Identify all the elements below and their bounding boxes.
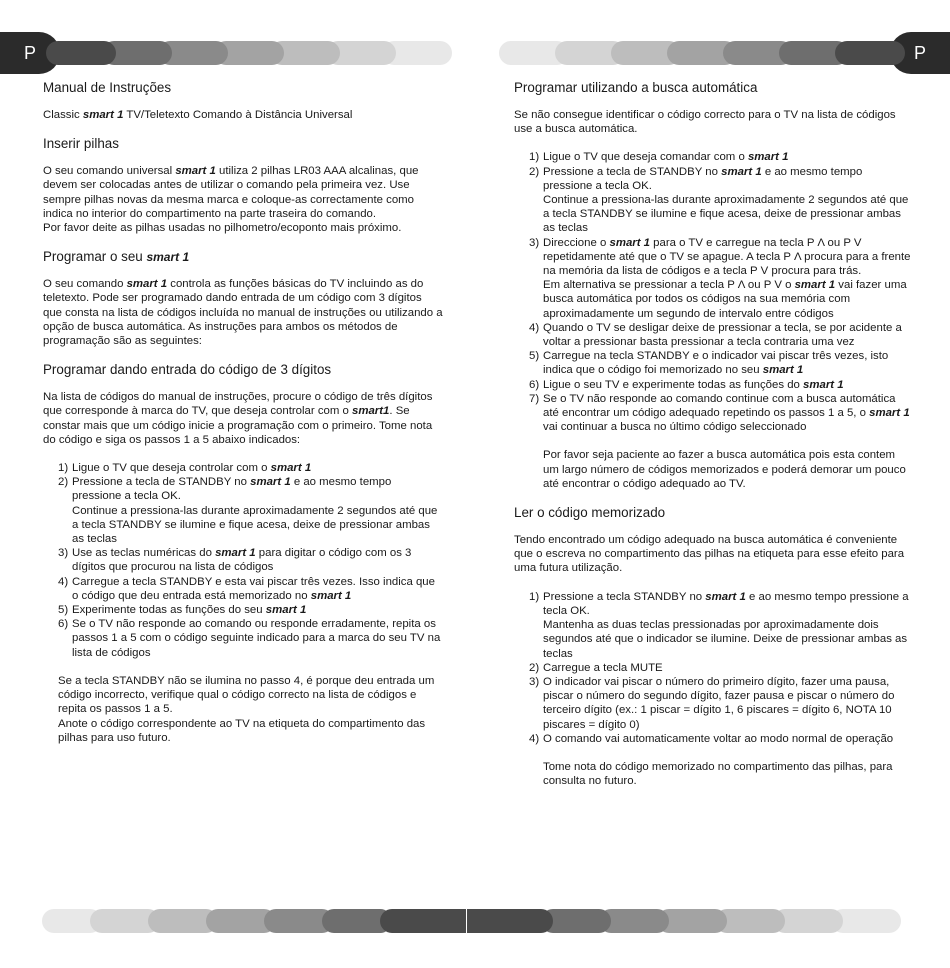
batteries-paragraph: O seu comando universal smart 1 utiliza 2 pilhas LR03 AAA alcalinas, que devem ser colocadas antes de utilizar o comando pela primeira vez. Use sempre pilhas novas da mesma marca e coloque-as correctamente como indica no interior do compartimento na parte traseira do comando. [43, 165, 419, 220]
right-tab-label: P [913, 42, 926, 63]
list-item: 4) Carregue a tecla STANDBY e esta vai piscar três vezes. Isso indica que o código que deu entrada está memorizado no smart 1 [58, 575, 435, 602]
section-heading-read-code: Ler o código memorizado [514, 505, 666, 521]
patience-note: Por favor seja paciente ao fazer a busca automática pois esta contem um largo número de códigos memorizados e poderá demorar um pouco até encontrar o código adequado ao TV. [543, 449, 906, 490]
section-heading-programming: Programar o seu smart 1 [43, 249, 190, 265]
list-item: 6) Ligue o seu TV e experimente todas as funções do smart 1 [529, 378, 844, 391]
list-item: 7) Se o TV não responde ao comando continue com a busca automática até encontrar um código adequado repetindo os passos 1 a 5, o smart 1 vai continuar a busca no último código seleccionado [529, 392, 910, 434]
read-code-paragraph: Tendo encontrado um código adequado na busca automática é conveniente que o escreva no compartimento das pilhas na etiqueta para esse efeito para uma futura utilização. [514, 534, 905, 575]
auto-search-steps-list [514, 150, 914, 434]
list-item: 1) Pressione a tecla STANDBY no smart 1 e ao mesmo tempo pressione a tecla OK. [529, 590, 909, 617]
bottom-decorative-band [42, 909, 908, 933]
read-code-steps-list [514, 590, 914, 746]
list-item: 3) Use as teclas numéricas do smart 1 para digitar o código com os 3 dígitos que procurou na lista de códigos [58, 547, 412, 574]
list-item: 1) Ligue o TV que deseja controlar com o smart 1 [58, 462, 312, 475]
programming-paragraph: O seu comando smart 1 controla as funções básicas do TV incluindo as do teletexto. Pode ser programado dando entrada de um código com 3 dígitos que consta na lista de códigos incluída no manual de instruções ou utilizando a opção de busca automática. As instruções para ambos os métodos de programação são as seguintes: [43, 278, 443, 348]
left-tab-label: P [23, 42, 36, 63]
standby-note: Se a tecla STANDBY não se ilumina no passo 4, é porque deu entrada um código incorrecto, verifique qual o código correcto na lista de códigos e repita os passos 1 a 5. [58, 674, 435, 716]
list-item: 2) Pressione a tecla de STANDBY no smart 1 e ao mesmo tempo pressione a tecla OK. [529, 165, 863, 192]
list-item: 4) O comando vai automaticamente voltar ao modo normal de operação [529, 732, 894, 745]
list-item: 3) Direccione o smart 1 para o TV e carregue na tecla P Λ ou P V repetidamente até que o TV se apague. A tecla P Λ procura para a frente na memória da lista de códigos e a tecla P V procura para trás. [529, 236, 911, 278]
section-heading-3-digit-code: Programar dando entrada do código de 3 dígitos [43, 362, 332, 378]
section-heading-auto-search: Programar utilizando a busca automática [514, 80, 758, 95]
list-item: Continue a pressiona-las durante aproximadamente 2 segundos até que a tecla STANDBY se ilumine e fique acesa, deixe de pressionar ambas as teclas [72, 504, 438, 546]
list-item: 3) O indicador vai piscar o número do primeiro dígito, fazer uma pausa, piscar o número do segundo dígito, fazer pausa e piscar o número do terceiro dígito (ex.: 1 piscar = dígito 1, 6 piscares = dígito 6, NOTA 10 piscares = dígito 0) [529, 675, 895, 731]
list-item: 4) Quando o TV se desligar deixe de pressionar a tecla, se por acidente a voltar a pressionar basta pressionar a tecla contraria uma vez [529, 321, 902, 349]
list-item: 1) Ligue o TV que deseja comandar com o smart 1 [529, 151, 789, 164]
list-item: 2) Pressione a tecla de STANDBY no smart 1 e ao mesmo tempo pressione a tecla OK. [58, 476, 392, 503]
list-item: Em alternativa se pressionar a tecla P Λ ou P V o smart 1 vai fazer uma busca automática por todos os códigos na sua memória com aproximadamente um segundo de intervalo entre códigos [543, 279, 907, 320]
list-item: Continue a pressiona-las durante aproximadamente 2 segundos até que a tecla STANDBY se ilumine e fique acesa, deixe de pressionar ambas as teclas [543, 194, 909, 235]
3-digit-steps-list [43, 461, 443, 660]
list-item: 5) Carregue na tecla STANDBY e o indicador vai piscar três vezes, isto indica que o código foi memorizado no seu smart 1 [529, 350, 889, 377]
top-right-decorative-band [489, 41, 905, 65]
list-item: 5) Experimente todas as funções do seu smart 1 [58, 604, 307, 617]
list-item: 2) Carregue a tecla MUTE [529, 661, 663, 674]
top-left-decorative-band [46, 41, 462, 65]
manual-title: Manual de Instruções [43, 80, 172, 95]
3-digit-code-paragraph: Na lista de códigos do manual de instruções, procure o código de três dígitos que corresponde à marca do TV, que deseja controlar com o smart1. Se constar mais que um código inicie a programação com o primeiro. Tome nota do código e siga os passos 1 a 5 abaixo indicados: [43, 391, 433, 446]
manual-subtitle: Classic smart 1 TV/Teletexto Comando à Distância Universal [43, 109, 353, 121]
list-item: 6) Se o TV não responde ao comando ou responde erradamente, repita os passos 1 a 5 com o código seguinte indicado para a marca do seu TV na lista de códigos [58, 618, 441, 659]
left-page-column [43, 80, 443, 745]
auto-search-paragraph: Se não consegue identificar o código correcto para o TV na lista de códigos use a busca automática. [514, 109, 896, 136]
batteries-disposal-note: Por favor deite as pilhas usadas no pilhometro/ecoponto mais próximo. [43, 222, 402, 235]
right-page-column [514, 80, 914, 788]
record-memorized-code-note: Tome nota do código memorizado no compartimento das pilhas, para consulta no futuro. [543, 760, 893, 788]
list-item: Mantenha as duas teclas pressionadas por aproximadamente dois segundos até que o indicador se ilumine. Deixe de pressionar ambas as teclas [543, 619, 908, 660]
record-code-note: Anote o código correspondente ao TV na etiqueta do compartimento das pilhas para uso futuro. [58, 717, 426, 744]
section-heading-batteries: Inserir pilhas [43, 136, 119, 152]
